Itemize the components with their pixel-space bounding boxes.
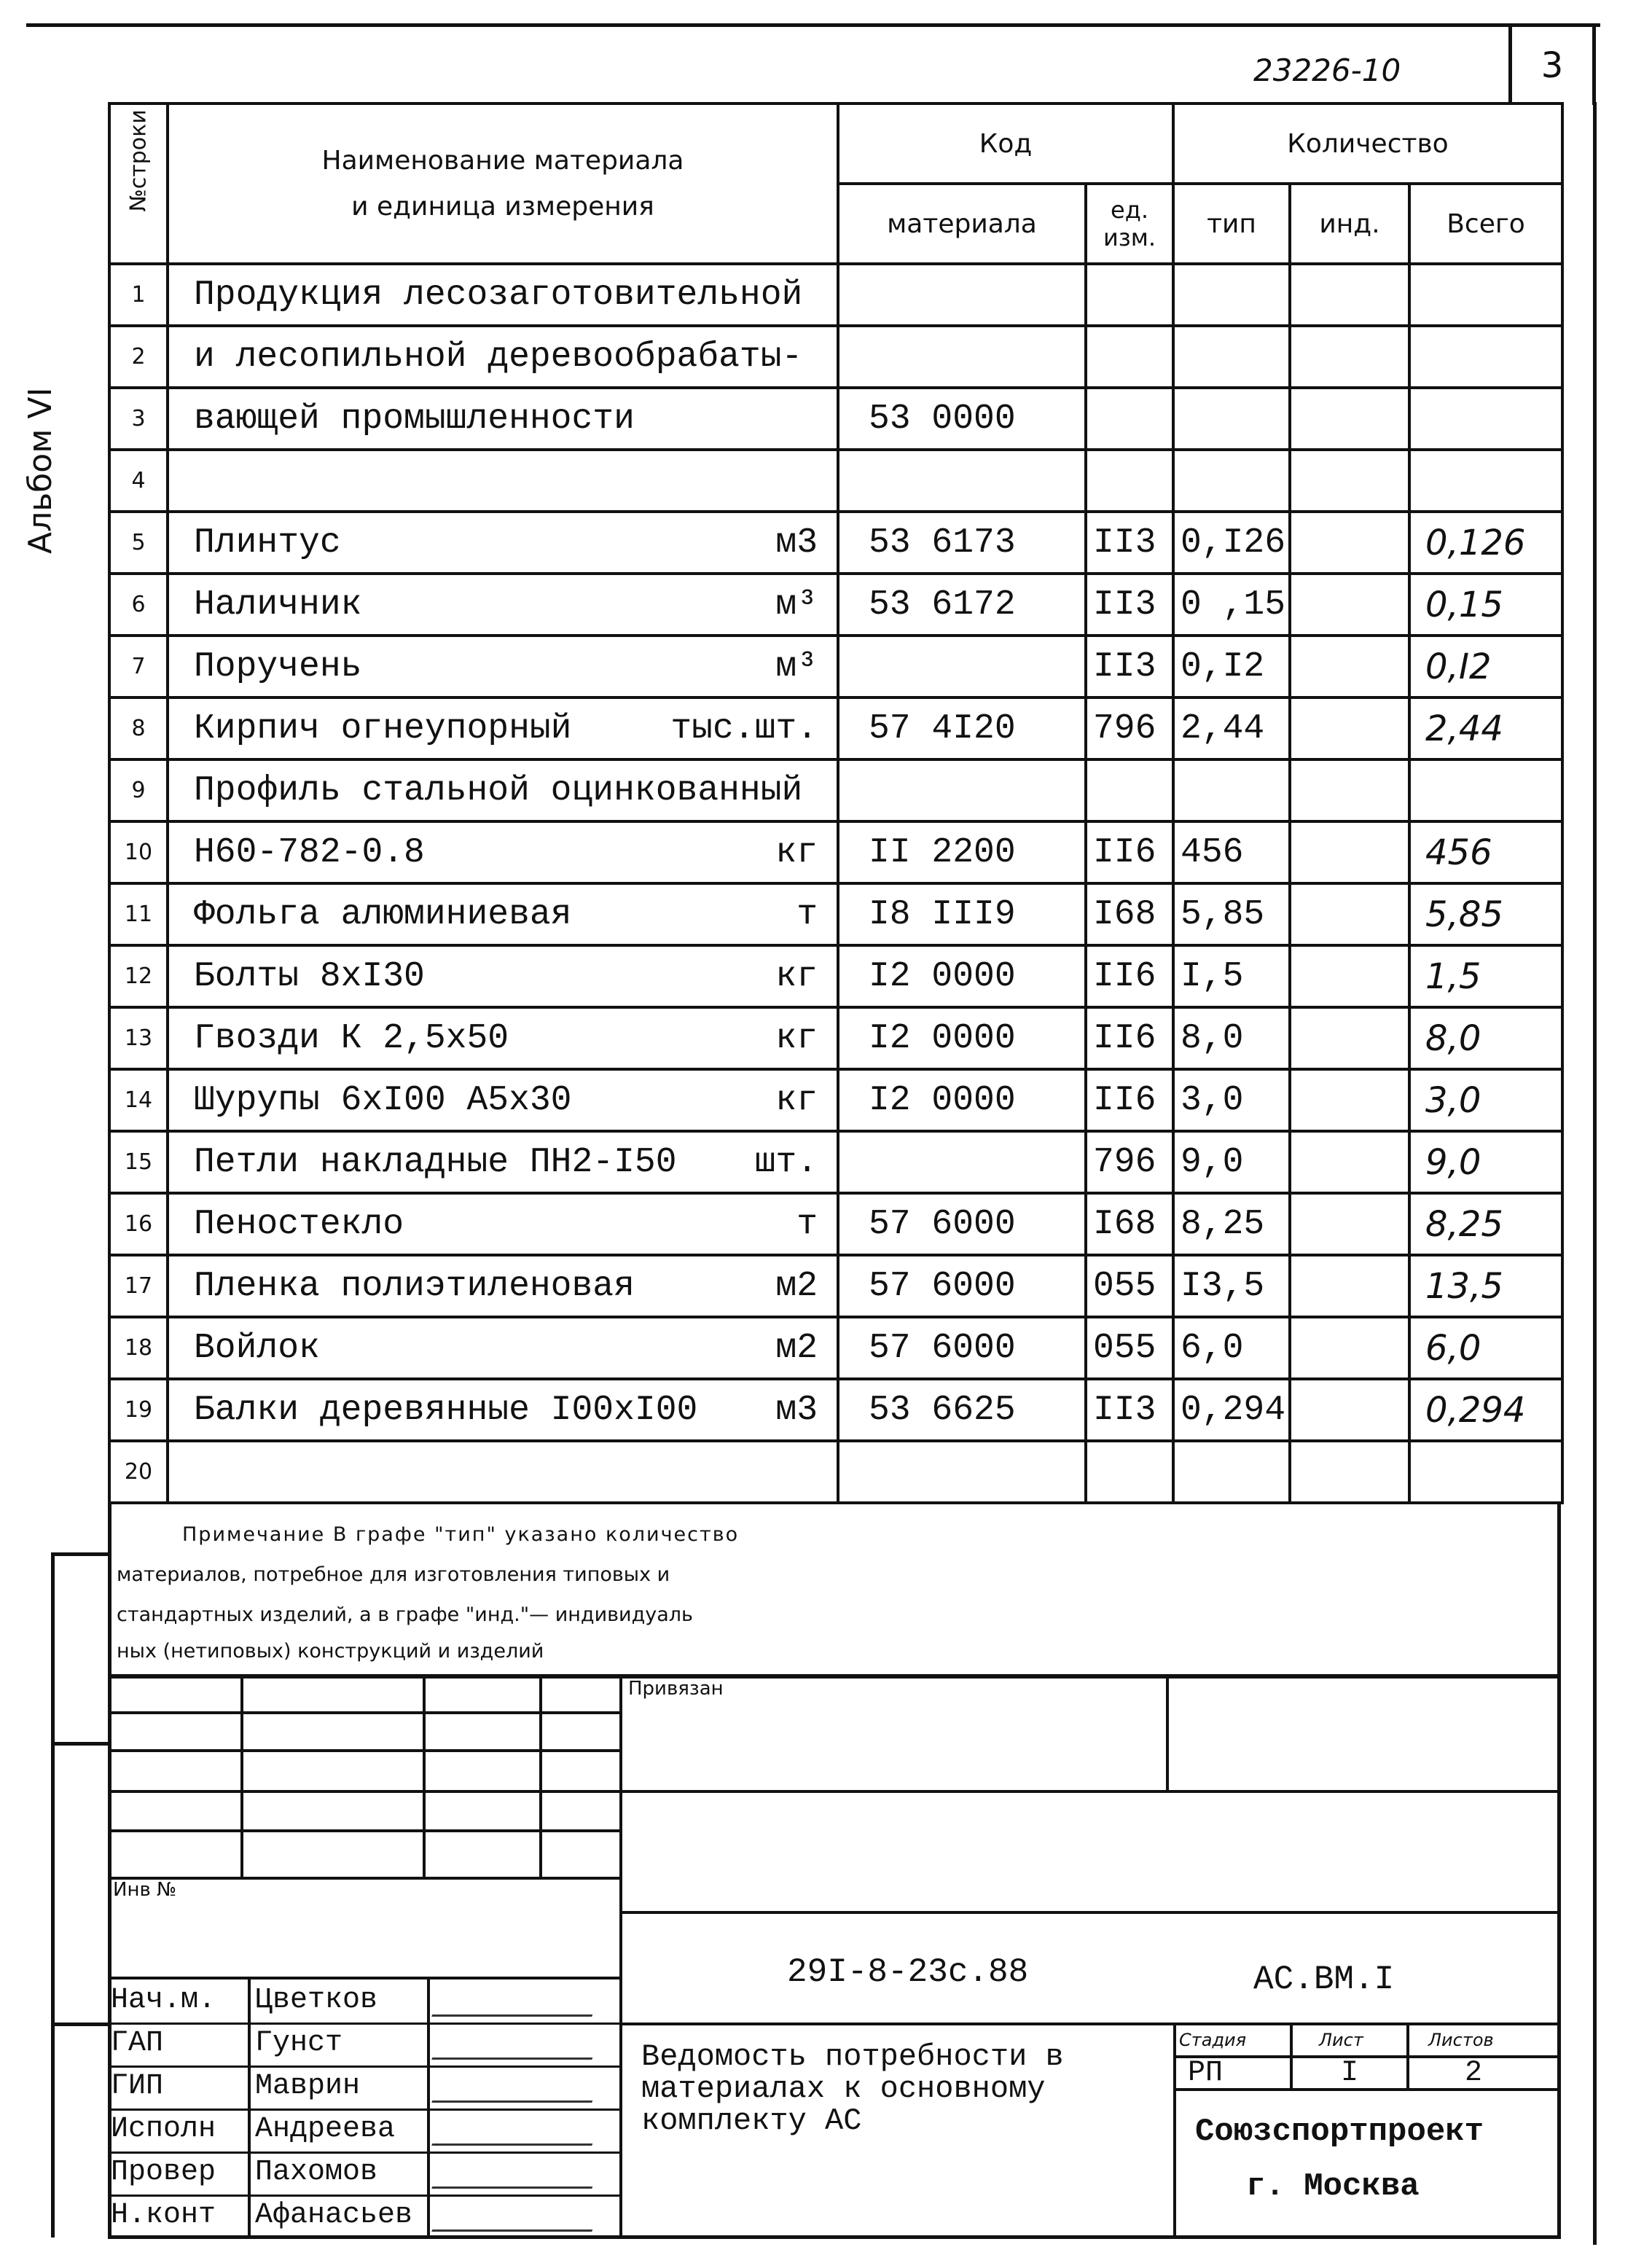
doc-code: АС.ВМ.I xyxy=(1253,1961,1395,1998)
sheet-value: I xyxy=(1341,2057,1359,2090)
staff-name: Цветков xyxy=(255,1984,378,2017)
unit-code: 796 xyxy=(1086,697,1173,759)
organization: Союзспортпроект xyxy=(1195,2114,1484,2150)
qty-type: 0,I26 xyxy=(1173,512,1290,574)
note-line-1: Примечание В графе "тип" указано количество xyxy=(182,1523,740,1546)
row-number: 9 xyxy=(109,759,168,821)
material-code xyxy=(838,1441,1086,1503)
qty-ind xyxy=(1290,697,1409,759)
material-name-text: Поручень xyxy=(194,646,362,687)
tb-vline-1 xyxy=(240,1675,243,1879)
table-row xyxy=(109,450,1562,512)
qty-ind xyxy=(1290,512,1409,574)
staff-vline-2 xyxy=(427,1977,430,2239)
staff-row-line xyxy=(108,2195,619,2197)
qty-type: 0,I2 xyxy=(1173,636,1290,697)
materials-table xyxy=(108,102,1564,1504)
unit-code: 055 xyxy=(1086,1317,1173,1379)
qty-type: I,5 xyxy=(1173,945,1290,1007)
staff-name: Пахомов xyxy=(255,2156,378,2189)
document-title-line-3: комплекту АС xyxy=(641,2103,862,2138)
stage-hline-2 xyxy=(1173,2088,1561,2091)
table-row xyxy=(109,945,1562,1007)
material-name xyxy=(168,388,838,450)
table-row xyxy=(109,1069,1562,1131)
qty-total: 8,0 xyxy=(1409,1007,1562,1069)
tb-hline-c xyxy=(108,1790,1561,1793)
material-name xyxy=(168,1317,838,1379)
document-title-line-2: материалах к основному xyxy=(641,2071,1046,2106)
table-row xyxy=(109,821,1562,883)
qty-total: 456 xyxy=(1409,821,1562,883)
stage-value: РП xyxy=(1188,2057,1224,2090)
table-row xyxy=(109,264,1562,326)
row-number: 13 xyxy=(109,1007,168,1069)
table-row xyxy=(109,1441,1562,1503)
col-row-number-header: №строки xyxy=(109,103,168,264)
qty-type: 456 xyxy=(1173,821,1290,883)
material-name-text: Н60-782-0.8 xyxy=(194,832,425,872)
material-name xyxy=(168,1007,838,1069)
material-code: II 2200 xyxy=(838,821,1086,883)
qty-total: 5,85 xyxy=(1409,883,1562,945)
qty-ind xyxy=(1290,883,1409,945)
inv-no-label: Инв № xyxy=(113,1879,177,1901)
table-row xyxy=(109,512,1562,574)
city: г. Москва xyxy=(1246,2168,1420,2205)
table-row xyxy=(109,574,1562,636)
table-row xyxy=(109,326,1562,388)
material-code: 53 6173 xyxy=(838,512,1086,574)
staff-role: Провер xyxy=(111,2156,216,2189)
material-name xyxy=(168,450,838,512)
qty-total: 9,0 xyxy=(1409,1131,1562,1193)
staff-signature xyxy=(431,2028,603,2060)
material-code: I8 III9 xyxy=(838,883,1086,945)
row-number: 1 xyxy=(109,264,168,326)
table-row xyxy=(109,1255,1562,1317)
qty-ind xyxy=(1290,326,1409,388)
note-line-2: материалов, потребное для изготовления типовых и xyxy=(117,1563,670,1586)
table-row xyxy=(109,697,1562,759)
qty-ind xyxy=(1290,1255,1409,1317)
material-unit: кг xyxy=(775,832,818,872)
row-number: 16 xyxy=(109,1193,168,1255)
tb-hline-g xyxy=(108,1977,619,1980)
tb-hline-d xyxy=(108,1829,619,1832)
staff-signature xyxy=(431,1985,603,2017)
table-row xyxy=(109,883,1562,945)
material-unit: кг xyxy=(775,956,818,996)
qty-type: 0,294 xyxy=(1173,1379,1290,1441)
right-margin-line xyxy=(1593,102,1597,2245)
unit-code: I68 xyxy=(1086,883,1173,945)
material-name-text: Войлок xyxy=(194,1328,320,1368)
sheets-value: 2 xyxy=(1465,2057,1483,2090)
material-name-text: Пленка полиэтиленовая xyxy=(194,1266,635,1306)
row-number: 6 xyxy=(109,574,168,636)
qty-type: 8,25 xyxy=(1173,1193,1290,1255)
staff-role: Исполн xyxy=(111,2113,216,2146)
qty-total xyxy=(1409,264,1562,326)
qty-ind xyxy=(1290,450,1409,512)
unit-code: II3 xyxy=(1086,636,1173,697)
row-number: 7 xyxy=(109,636,168,697)
row-number: 18 xyxy=(109,1317,168,1379)
row-number: 14 xyxy=(109,1069,168,1131)
qty-ind xyxy=(1290,574,1409,636)
staff-role: ГИП xyxy=(111,2070,164,2103)
qty-total: 0,294 xyxy=(1409,1379,1562,1441)
row-number: 20 xyxy=(109,1441,168,1503)
row-number: 11 xyxy=(109,883,168,945)
unit-code xyxy=(1086,264,1173,326)
col-code-unit-header: ед. изм. xyxy=(1086,184,1173,264)
tb-vline-privyazan xyxy=(1166,1675,1169,1790)
material-code xyxy=(838,264,1086,326)
material-name xyxy=(168,1441,838,1503)
tb-hline-b xyxy=(108,1749,619,1752)
unit-code xyxy=(1086,759,1173,821)
qty-total: 6,0 xyxy=(1409,1317,1562,1379)
material-name-text: Шурупы 6хI00 А5х30 xyxy=(194,1080,572,1120)
unit-code: 055 xyxy=(1086,1255,1173,1317)
tb-hline-e xyxy=(108,1877,619,1880)
col-qty-total-header: Всего xyxy=(1409,184,1562,264)
row-number: 10 xyxy=(109,821,168,883)
privyazan-label: Привязан xyxy=(628,1678,724,1700)
top-rule xyxy=(26,23,1600,27)
qty-type xyxy=(1173,1441,1290,1503)
qty-type: I3,5 xyxy=(1173,1255,1290,1317)
table-row xyxy=(109,636,1562,697)
staff-row-line xyxy=(108,2109,619,2111)
staff-row-line xyxy=(108,2023,619,2025)
page-number: 3 xyxy=(1541,45,1564,86)
qty-type: 2,44 xyxy=(1173,697,1290,759)
row-number: 15 xyxy=(109,1131,168,1193)
tb-vline-2 xyxy=(423,1675,426,1879)
qty-total: 8,25 xyxy=(1409,1193,1562,1255)
material-code: 57 6000 xyxy=(838,1317,1086,1379)
material-code: 53 6625 xyxy=(838,1379,1086,1441)
qty-type: 6,0 xyxy=(1173,1317,1290,1379)
qty-ind xyxy=(1290,1317,1409,1379)
material-unit: кг xyxy=(775,1018,818,1058)
row-number: 12 xyxy=(109,945,168,1007)
tb-vline-main xyxy=(619,1675,622,2239)
stage-label: Стадия xyxy=(1179,2030,1247,2050)
material-name xyxy=(168,512,838,574)
material-name-text: Балки деревянные I00хI00 xyxy=(194,1390,698,1430)
qty-ind xyxy=(1290,1441,1409,1503)
row-number: 19 xyxy=(109,1379,168,1441)
col-code-material-header: материала xyxy=(838,184,1086,264)
unit-code: 796 xyxy=(1086,1131,1173,1193)
material-unit: м3 xyxy=(775,523,818,563)
sheet-label: Лист xyxy=(1319,2030,1363,2050)
material-code xyxy=(838,326,1086,388)
qty-total: 3,0 xyxy=(1409,1069,1562,1131)
table-row xyxy=(109,1131,1562,1193)
document-title xyxy=(641,2041,1064,2137)
material-code: 57 6000 xyxy=(838,1255,1086,1317)
tb-vline-3 xyxy=(539,1675,542,1879)
table-row xyxy=(109,1379,1562,1441)
material-name xyxy=(168,326,838,388)
material-name xyxy=(168,697,838,759)
row-number: 5 xyxy=(109,512,168,574)
material-unit: кг xyxy=(775,1080,818,1120)
qty-type: 8,0 xyxy=(1173,1007,1290,1069)
staff-name: Афанасьев xyxy=(255,2199,413,2232)
qty-total: 2,44 xyxy=(1409,697,1562,759)
staff-signature xyxy=(431,2157,603,2189)
material-unit: м3 xyxy=(775,1390,818,1430)
material-code: 57 4I20 xyxy=(838,697,1086,759)
staff-name: Андреева xyxy=(255,2113,396,2146)
material-name xyxy=(168,1255,838,1317)
qty-total: 0,I2 xyxy=(1409,636,1562,697)
qty-ind xyxy=(1290,821,1409,883)
material-unit: тыс.шт. xyxy=(670,708,818,749)
materials-table-body xyxy=(109,264,1562,1503)
staff-name: Маврин xyxy=(255,2070,361,2103)
album-label: Альбом VI xyxy=(22,387,59,554)
material-name-text: Профиль стальной оцинкованный xyxy=(194,770,803,810)
material-name-text: Продукция лесозаготовительной xyxy=(194,275,803,315)
row-number: 8 xyxy=(109,697,168,759)
document-code-top: 23226-10 xyxy=(1253,52,1401,88)
material-name xyxy=(168,759,838,821)
unit-code: II3 xyxy=(1086,1379,1173,1441)
material-name-text: Петли накладные ПН2-I50 xyxy=(194,1142,677,1182)
row-number: 2 xyxy=(109,326,168,388)
staff-vline-1 xyxy=(248,1977,251,2239)
unit-code: II6 xyxy=(1086,821,1173,883)
unit-code: I68 xyxy=(1086,1193,1173,1255)
qty-type xyxy=(1173,759,1290,821)
unit-code xyxy=(1086,388,1173,450)
material-name-text: Наличник xyxy=(194,585,362,625)
row-number: 3 xyxy=(109,388,168,450)
qty-type: 9,0 xyxy=(1173,1131,1290,1193)
qty-type xyxy=(1173,388,1290,450)
left-stamp-tick-2 xyxy=(51,1742,109,1746)
col-qty-type-header: тип xyxy=(1173,184,1290,264)
left-stamp-tick-3 xyxy=(51,2023,109,2026)
qty-type: 5,85 xyxy=(1173,883,1290,945)
unit-code: II6 xyxy=(1086,1069,1173,1131)
qty-ind xyxy=(1290,636,1409,697)
qty-ind xyxy=(1290,388,1409,450)
material-code xyxy=(838,1131,1086,1193)
qty-total xyxy=(1409,388,1562,450)
qty-type: 3,0 xyxy=(1173,1069,1290,1131)
qty-total xyxy=(1409,1441,1562,1503)
material-unit: шт. xyxy=(754,1142,818,1182)
material-name xyxy=(168,945,838,1007)
material-name xyxy=(168,883,838,945)
tb-hline-f xyxy=(619,1911,1561,1914)
qty-ind xyxy=(1290,264,1409,326)
tb-hline-h xyxy=(619,2023,1561,2025)
material-code xyxy=(838,759,1086,821)
material-name xyxy=(168,636,838,697)
material-name-text: вающей промышленности xyxy=(194,399,635,439)
left-stamp-tick-1 xyxy=(51,1552,109,1556)
material-code: 53 0000 xyxy=(838,388,1086,450)
qty-type: 0 ,15 xyxy=(1173,574,1290,636)
material-name-text: Плинтус xyxy=(194,523,341,563)
material-unit: м2 xyxy=(775,1266,818,1306)
qty-ind xyxy=(1290,1193,1409,1255)
material-code xyxy=(838,450,1086,512)
material-code: 57 6000 xyxy=(838,1193,1086,1255)
material-code: I2 0000 xyxy=(838,1069,1086,1131)
staff-role: ГАП xyxy=(111,2027,164,2060)
material-name-text: Кирпич огнеупорный xyxy=(194,708,572,749)
staff-name: Гунст xyxy=(255,2027,343,2060)
qty-ind xyxy=(1290,1131,1409,1193)
material-name-text: Пеностекло xyxy=(194,1204,404,1244)
tb-hline-a xyxy=(108,1711,619,1714)
unit-code: II3 xyxy=(1086,574,1173,636)
qty-type xyxy=(1173,326,1290,388)
table-row xyxy=(109,388,1562,450)
staff-row-line xyxy=(108,2152,619,2154)
table-row xyxy=(109,759,1562,821)
qty-total xyxy=(1409,326,1562,388)
material-code: I2 0000 xyxy=(838,1007,1086,1069)
material-name-text: Болты 8хI30 xyxy=(194,956,425,996)
col-qty-ind-header: инд. xyxy=(1290,184,1409,264)
note-line-4: ных (нетиповых) конструкций и изделий xyxy=(117,1640,544,1662)
staff-role: Нач.м. xyxy=(111,1984,216,2017)
staff-row-line xyxy=(108,2066,619,2068)
material-code: 53 6172 xyxy=(838,574,1086,636)
material-code xyxy=(838,636,1086,697)
qty-type xyxy=(1173,264,1290,326)
material-name xyxy=(168,574,838,636)
material-unit: т xyxy=(796,894,818,934)
row-number: 4 xyxy=(109,450,168,512)
material-name xyxy=(168,264,838,326)
left-stamp-line xyxy=(51,1552,55,2238)
note-line-3: стандартных изделий, а в графе "инд."— индивидуаль xyxy=(117,1603,693,1626)
qty-ind xyxy=(1290,1007,1409,1069)
material-unit: м³ xyxy=(775,585,818,625)
staff-signature xyxy=(431,2071,603,2103)
staff-role: Н.конт xyxy=(111,2199,216,2232)
unit-code: II6 xyxy=(1086,1007,1173,1069)
qty-ind xyxy=(1290,1379,1409,1441)
unit-code: II3 xyxy=(1086,512,1173,574)
qty-ind xyxy=(1290,1069,1409,1131)
col-qty-header: Количество xyxy=(1173,103,1562,184)
material-name xyxy=(168,1131,838,1193)
staff-signature xyxy=(431,2114,603,2146)
row-number: 17 xyxy=(109,1255,168,1317)
unit-code xyxy=(1086,1441,1173,1503)
material-name xyxy=(168,821,838,883)
material-unit: т xyxy=(796,1204,818,1244)
unit-code: II6 xyxy=(1086,945,1173,1007)
table-row xyxy=(109,1007,1562,1069)
material-name-text: Гвозди К 2,5х50 xyxy=(194,1018,509,1058)
qty-total: 0,15 xyxy=(1409,574,1562,636)
material-name-text: и лесопильной деревообрабаты- xyxy=(194,337,803,377)
doc-number: 29I-8-23с.88 xyxy=(787,1953,1029,1991)
material-unit: м2 xyxy=(775,1328,818,1368)
col-name-header: Наименование материала и единица измерения xyxy=(168,103,838,264)
material-unit: м³ xyxy=(775,646,818,687)
qty-total xyxy=(1409,450,1562,512)
table-row xyxy=(109,1317,1562,1379)
qty-total xyxy=(1409,759,1562,821)
qty-ind xyxy=(1290,759,1409,821)
staff-signature xyxy=(431,2200,603,2232)
qty-ind xyxy=(1290,945,1409,1007)
sheets-label: Листов xyxy=(1428,2030,1494,2050)
document-title-line-1: Ведомость потребности в xyxy=(641,2039,1064,2074)
qty-total: 1,5 xyxy=(1409,945,1562,1007)
stage-hline-1 xyxy=(1173,2055,1561,2058)
material-name xyxy=(168,1193,838,1255)
col-code-header: Код xyxy=(838,103,1173,184)
material-name xyxy=(168,1069,838,1131)
qty-total: 0,126 xyxy=(1409,512,1562,574)
qty-type xyxy=(1173,450,1290,512)
material-name xyxy=(168,1379,838,1441)
table-row xyxy=(109,1193,1562,1255)
unit-code xyxy=(1086,326,1173,388)
material-name-text: Фольга алюминиевая xyxy=(194,894,572,934)
unit-code xyxy=(1086,450,1173,512)
material-code: I2 0000 xyxy=(838,945,1086,1007)
qty-total: 13,5 xyxy=(1409,1255,1562,1317)
